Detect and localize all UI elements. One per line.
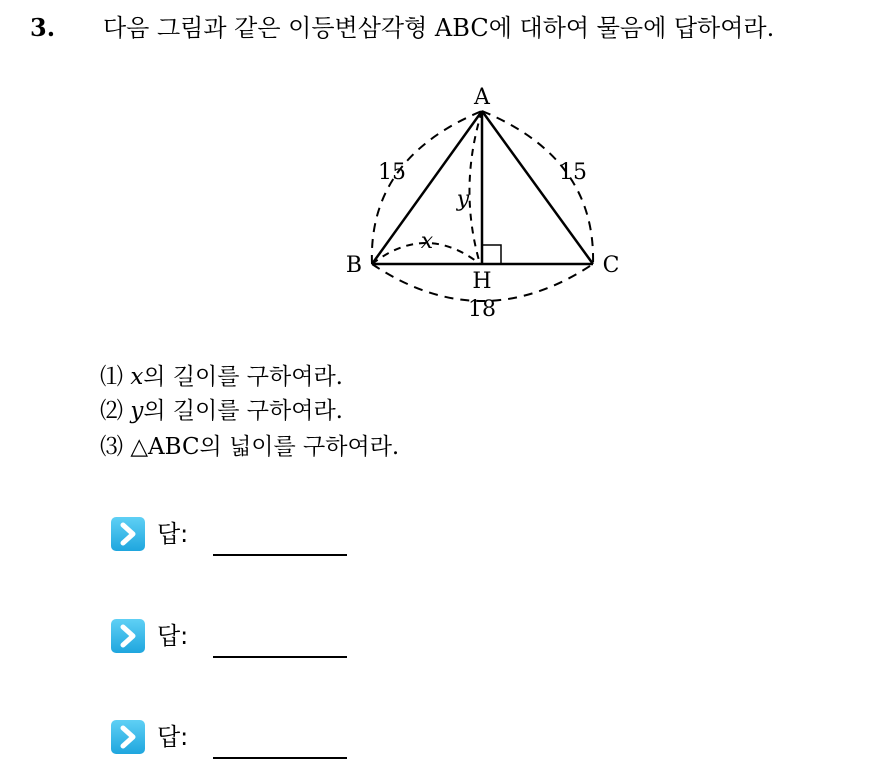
answer-label: 답: (157, 622, 189, 650)
sub-question-var: y (130, 398, 144, 424)
answer-blank[interactable] (213, 554, 347, 556)
chevron-right-icon (111, 517, 145, 551)
answer-blank[interactable] (213, 757, 347, 759)
question-text-after: 에 대하여 물음에 답하여라. (488, 14, 775, 42)
answer-blank[interactable] (213, 656, 347, 658)
vertex-c-label: C (602, 253, 620, 278)
sub-question-3 (100, 432, 399, 462)
foot-h-label: H (472, 269, 492, 294)
question-number: 3. (30, 13, 56, 42)
sub-question-var: x (130, 364, 144, 390)
question-text-before: 다음 그림과 같은 이등변삼각형 (103, 14, 435, 42)
var-x-label: x (420, 229, 434, 254)
sub-question-marker: ⑴ (100, 364, 123, 390)
sub-question-text: 의 길이를 구하여라. (143, 398, 343, 424)
right-angle-mark (482, 245, 501, 264)
sub-question-var: △ABC (130, 434, 200, 460)
sub-question-2 (100, 396, 343, 426)
triangle-figure (330, 78, 640, 323)
arc-ah (469, 111, 482, 264)
base-bc-label: 18 (468, 297, 496, 322)
chevron-right-icon (111, 720, 145, 754)
answer-label: 답: (157, 520, 189, 548)
sub-question-marker: ⑶ (100, 434, 123, 460)
answer-label: 답: (157, 723, 189, 751)
chevron-right-icon (111, 619, 145, 653)
side-ac-label: 15 (559, 160, 587, 185)
sub-question-text: 의 넓이를 구하여라. (199, 434, 400, 460)
sub-question-1 (100, 362, 343, 392)
question-triangle-name: ABC (434, 14, 489, 42)
sub-question-text: 의 길이를 구하여라. (143, 364, 343, 390)
question-text (103, 12, 774, 44)
sub-question-marker: ⑵ (100, 398, 123, 424)
side-ab-label: 15 (378, 160, 406, 185)
vertex-a-label: A (474, 85, 490, 110)
side-ac (482, 111, 593, 264)
var-y-label: y (456, 187, 470, 212)
vertex-b-label: B (345, 253, 363, 278)
